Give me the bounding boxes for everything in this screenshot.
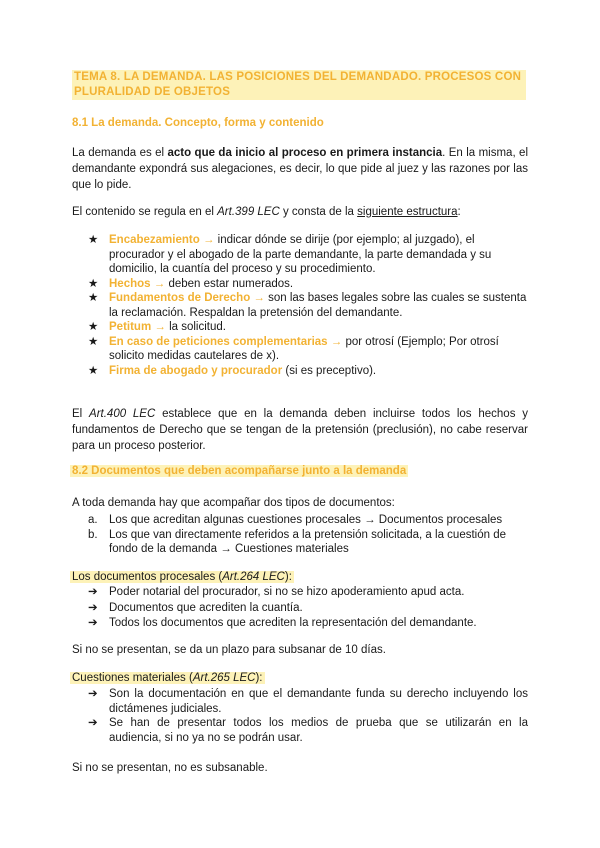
paragraph-contenido [72,204,528,220]
item-term: Firma de abogado y procurador [109,364,283,377]
star-icon: ★ [88,321,99,333]
underlined-text: siguiente estructura [357,206,458,218]
item-term: En caso de peticiones complementarias [109,335,328,348]
procesales-list [88,585,528,632]
list-item [88,716,528,745]
list-item [88,687,528,716]
list-item [88,291,528,320]
item-text: la solicitud. [169,321,226,333]
list-marker: a. [88,514,98,526]
text: ): [284,571,292,583]
star-icon: ★ [88,335,99,348]
text: . En la misma, el demandante expondrá sus alegaciones, es decir, lo que pide al juez y las razones por las que lo pide. [72,147,529,191]
item-text: por otrosí (Ejemplo; Por otrosí solicito medidas cautelares de x). [109,335,499,362]
structure-list [88,233,528,378]
text: y consta de la [279,206,358,218]
text: El [72,408,90,420]
section-heading-8-1: 8.1 La demanda. Concepto, forma y contenido [72,117,324,129]
star-icon: ★ [88,277,99,290]
item-text: deben estar numerados. [168,277,294,290]
materiales-note: Si no se presentan, no es subsanable. [72,762,268,774]
list-item [88,277,528,292]
list-item [88,601,528,617]
list-item [88,585,528,601]
text: Los documentos procesales ( [72,571,223,583]
item-term: Fundamentos de Derecho [109,292,251,304]
procesales-heading [70,571,294,583]
section-heading-8-2: 8.2 Documentos que deben acompañarse junto a la demanda [72,465,407,477]
arrow-icon: → [327,335,346,348]
text: El contenido se regula en el [72,206,218,218]
item-text: Todos los documentos que acrediten la representación del demandante. [109,617,477,629]
item-text: son las bases legales sobre las cuales se sustenta la reclamación. Respaldan la pretensión del demandante. [109,292,527,319]
page-title: TEMA 8. LA DEMANDA. LAS POSICIONES DEL DEMANDADO. PROCESOS CON PLURALIDAD DE OBJETOS [72,70,526,100]
arrow-icon: ➔ [88,617,98,629]
arrow-icon: → [151,321,170,333]
bold-text: acto que da inicio al proceso en primera instancia [167,147,443,159]
arrow-icon: ➔ [88,717,98,729]
list-item [88,233,528,277]
procesales-note: Si no se presentan, se da un plazo para subsanar de 10 días. [72,644,386,656]
list-item [88,364,528,379]
item-text: Los que van directamente referidos a la pretensión solicitada, a la cuestión de fondo de la demanda → Cuestiones materiales [109,528,506,555]
text: La demanda es el [72,147,168,159]
documents-intro: A toda demanda hay que acompañar dos tipos de documentos: [72,497,395,509]
text: establece que en la demanda deben incluirse todos los hechos y fundamentos de Derecho que se tengan de la pretensión (preclusión), no cabe reservar para un proceso posterior. [72,408,528,452]
list-item [88,335,528,364]
star-icon: ★ [88,364,99,377]
list-item [88,616,528,632]
paragraph-art-400 [72,406,528,454]
law-reference: Art.400 LEC [89,408,156,420]
list-marker: b. [88,528,98,541]
item-term: Hechos [109,277,151,290]
list-item [88,528,528,557]
arrow-icon: ➔ [88,586,98,598]
paragraph-demanda-concepto [72,145,528,193]
law-reference: Art.265 LEC [192,672,256,684]
star-icon: ★ [88,234,99,246]
arrow-icon: ➔ [88,601,98,614]
list-item [88,320,528,335]
item-term: Petitum [109,321,152,333]
document-types-list [88,513,528,557]
item-text: indicar dónde se dirije (por ejemplo; al juzgado), el procurador y el abogado de la parte demandante, la parte demandada y su domicilio, la cuantía del proceso y su procedimiento. [109,234,492,275]
item-text: Poder notarial del procurador, si no se hizo apoderamiento apud acta. [109,586,465,598]
materiales-list [88,687,528,745]
arrow-icon: → [150,277,169,290]
arrow-icon: ➔ [88,688,98,700]
law-reference: Art.399 LEC [217,206,280,218]
item-text: Se han de presentar todos los medios de prueba que se utilizarán en la audiencia, si no ya no se podrán usar. [109,717,528,744]
item-text: Documentos que acrediten la cuantía. [109,601,303,614]
item-text: Los que acreditan algunas cuestiones procesales → Documentos procesales [109,514,503,526]
arrow-icon: → [199,234,218,246]
text: ): [255,672,263,684]
item-text: (si es preceptivo). [285,364,377,377]
list-item [88,513,528,528]
arrow-icon: → [250,292,269,304]
text: Cuestiones materiales ( [72,672,193,684]
law-reference: Art.264 LEC [222,571,285,583]
item-text: Son la documentación en que el demandante funda su derecho incluyendo los dictámenes judiciales. [109,688,528,715]
item-term: Encabezamiento [109,234,200,246]
text: : [457,206,461,218]
materiales-heading [70,672,265,684]
star-icon: ★ [88,292,99,304]
